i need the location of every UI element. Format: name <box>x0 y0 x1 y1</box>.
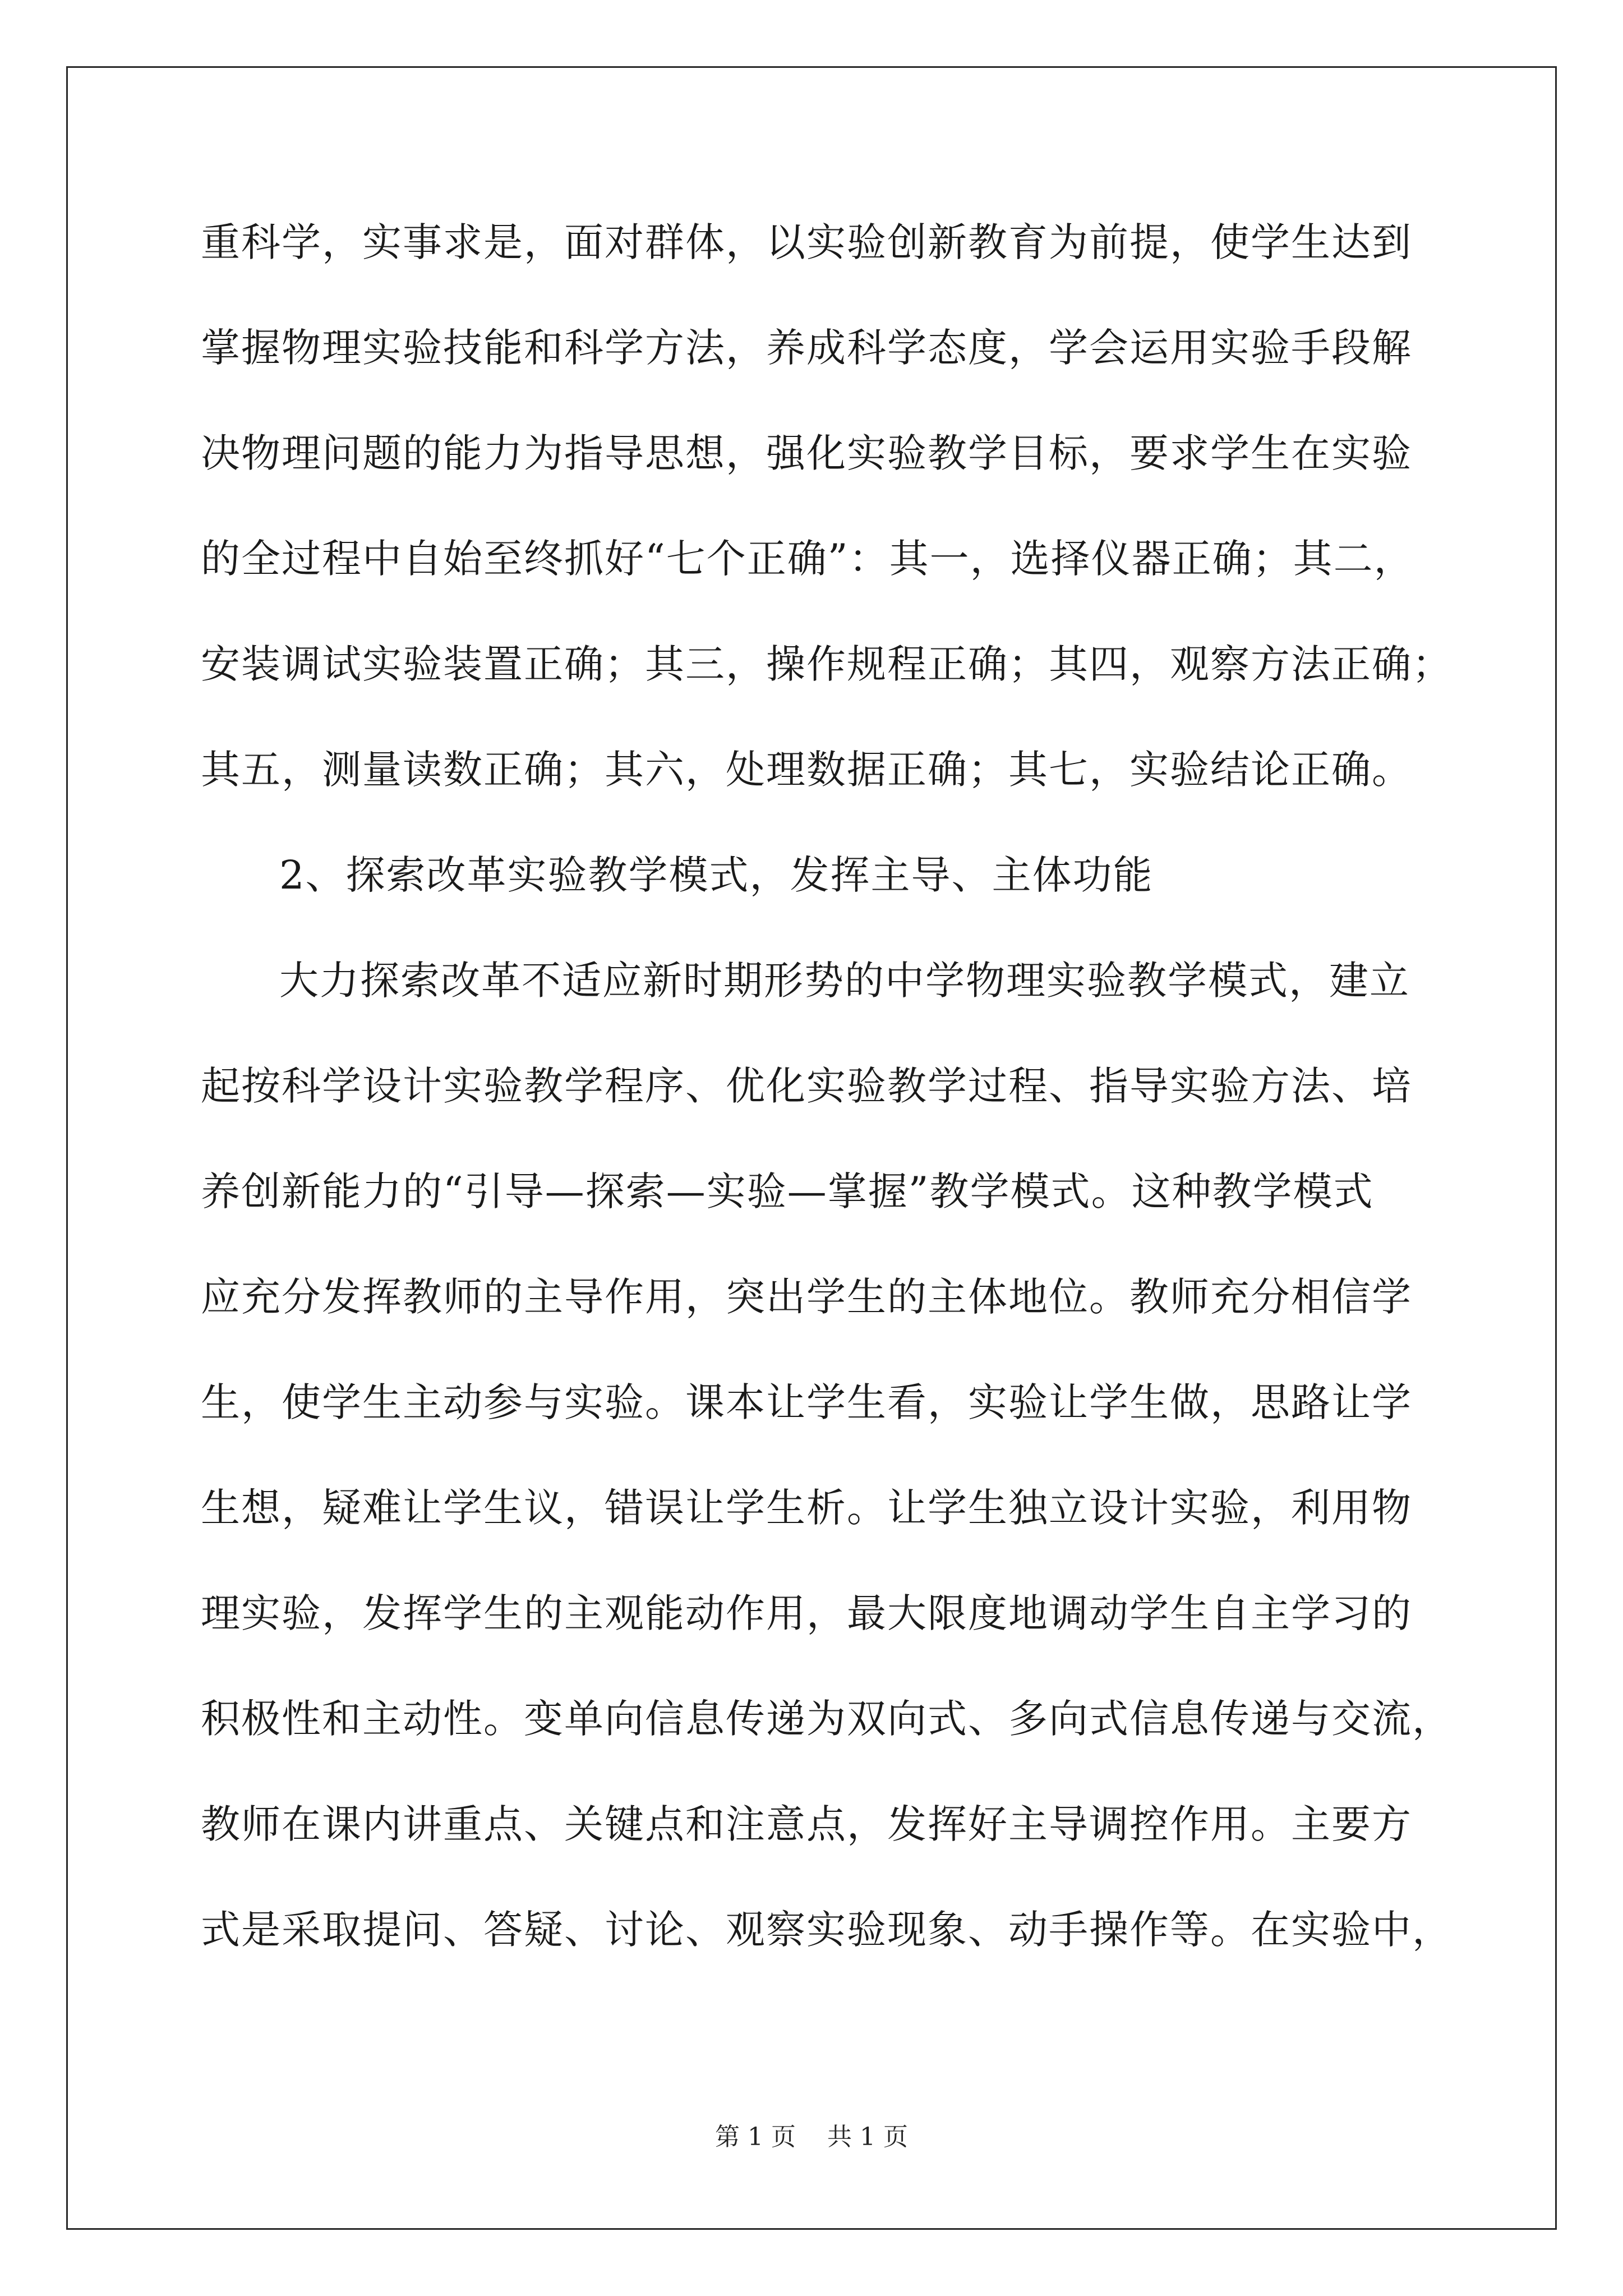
text-line: 教师在课内讲重点、关键点和注意点，发挥好主导调控作用。主要方 <box>201 1801 1412 1847</box>
text-line: 大力探索改革不适应新时期形势的中学物理实验教学模式，建立 <box>279 958 1410 1004</box>
document-body <box>201 215 1457 2008</box>
text-line: 理实验，发挥学生的主观能动作用，最大限度地调动学生自主学习的 <box>201 1590 1412 1636</box>
text-line: 式是采取提问、答疑、讨论、观察实验现象、动手操作等。在实验中， <box>201 1907 1453 1953</box>
text-line: 生想，疑难让学生议，错误让学生析。让学生独立设计实验，利用物 <box>201 1485 1412 1531</box>
text-line: 决物理问题的能力为指导思想，强化实验教学目标，要求学生在实验 <box>201 430 1412 476</box>
text-line: 起按科学设计实验教学程序、优化实验教学过程、指导实验方法、培 <box>201 1063 1412 1109</box>
page-total: 共 1 页 <box>827 2123 908 2151</box>
text-line: 安装调试实验装置正确；其三，操作规程正确；其四，观察方法正确； <box>201 641 1453 687</box>
text-line: 的全过程中自始至终抓好“七个正确”：其一，选择仪器正确；其二， <box>201 536 1414 582</box>
text-line: 生，使学生主动参与实验。课本让学生看，实验让学生做，思路让学 <box>201 1379 1412 1425</box>
page-number: 第 1 页 <box>715 2123 796 2151</box>
text-line: 重科学，实事求是，面对群体，以实验创新教育为前提，使学生达到 <box>201 219 1412 265</box>
text-line: 积极性和主动性。变单向信息传递为双向式、多向式信息传递与交流， <box>201 1696 1453 1742</box>
section-heading: 2、探索改革实验教学模式，发挥主导、主体功能 <box>279 852 1154 898</box>
page-footer <box>0 2122 1623 2153</box>
text-line: 掌握物理实验技能和科学方法，养成科学态度，学会运用实验手段解 <box>201 325 1412 371</box>
text-line: 应充分发挥教师的主导作用，突出学生的主体地位。教师充分相信学 <box>201 1274 1412 1320</box>
text-line: 养创新能力的“引导—探索—实验—掌握”教学模式。这种教学模式 <box>201 1168 1374 1214</box>
text-line: 其五，测量读数正确；其六，处理数据正确；其七，实验结论正确。 <box>201 747 1412 793</box>
